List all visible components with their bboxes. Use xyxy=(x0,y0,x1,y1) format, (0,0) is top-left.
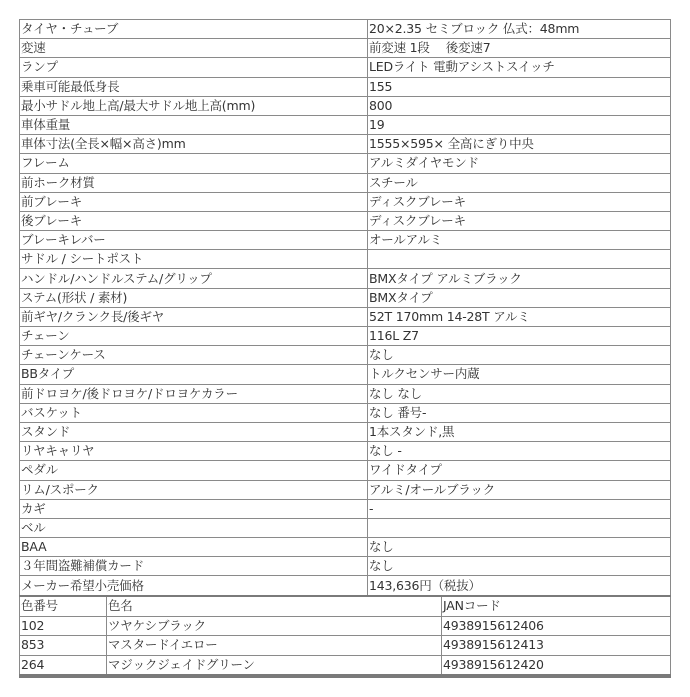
spec-row-baa xyxy=(20,538,671,557)
spec-value: なし なし xyxy=(368,384,671,403)
spec-row-tire xyxy=(20,20,671,39)
spec-label: ペダル xyxy=(20,461,368,480)
jan-code: 4938915612406 xyxy=(442,616,671,636)
spec-row-brake-lever xyxy=(20,231,671,250)
spec-label: リム/スポーク xyxy=(20,480,368,499)
spec-value: アルミ/オールブラック xyxy=(368,480,671,499)
color-table-header xyxy=(20,596,671,616)
spec-label: チェーン xyxy=(20,327,368,346)
spec-value: なし - xyxy=(368,442,671,461)
spec-label: BAA xyxy=(20,538,368,557)
spec-row-gears xyxy=(20,39,671,58)
spec-value: なし 番号- xyxy=(368,403,671,422)
spec-table xyxy=(19,19,671,596)
spec-value: BMXタイプ アルミブラック xyxy=(368,269,671,288)
spec-row-front-brake xyxy=(20,192,671,211)
spec-row-rim xyxy=(20,480,671,499)
spec-value: - xyxy=(368,499,671,518)
spec-row-lamp xyxy=(20,58,671,77)
header-color-name: 色名 xyxy=(107,596,442,616)
spec-row-chain-case xyxy=(20,346,671,365)
spec-row-frame xyxy=(20,154,671,173)
spec-row-weight xyxy=(20,115,671,134)
color-code: 102 xyxy=(20,616,107,636)
spec-label: 車体寸法(全長×幅×高さ)mm xyxy=(20,135,368,154)
color-table-body xyxy=(20,596,671,676)
spec-label: ベル xyxy=(20,518,368,537)
spec-label: 最小サドル地上高/最大サドル地上高(mm) xyxy=(20,96,368,115)
spec-row-fork xyxy=(20,173,671,192)
spec-label: タイヤ・チューブ xyxy=(20,20,368,39)
spec-value: オールアルミ xyxy=(368,231,671,250)
spec-label: チェーンケース xyxy=(20,346,368,365)
jan-code: 4938915612420 xyxy=(442,655,671,676)
spec-label: ランプ xyxy=(20,58,368,77)
spec-row-pedal xyxy=(20,461,671,480)
spec-value: 20×2.35 セミブロック 仏式：48mm xyxy=(368,20,671,39)
spec-label: 乗車可能最低身長 xyxy=(20,77,368,96)
spec-label: BBタイプ xyxy=(20,365,368,384)
spec-row-bb-type xyxy=(20,365,671,384)
spec-label: ブレーキレバー xyxy=(20,231,368,250)
spec-value: 前変速 1段 後変速7 xyxy=(368,39,671,58)
spec-row-rear-carrier xyxy=(20,442,671,461)
spec-label: カギ xyxy=(20,499,368,518)
spec-label: サドル / シートポスト xyxy=(20,250,368,269)
spec-value: ディスクブレーキ xyxy=(368,192,671,211)
spec-value: トルクセンサー内蔵 xyxy=(368,365,671,384)
spec-value: ディスクブレーキ xyxy=(368,211,671,230)
spec-label: リヤキャリヤ xyxy=(20,442,368,461)
spec-value: 143,636円（税抜） xyxy=(368,576,671,595)
spec-value: なし xyxy=(368,557,671,576)
spec-label: 後ブレーキ xyxy=(20,211,368,230)
spec-row-rear-brake xyxy=(20,211,671,230)
spec-value: 1本スタンド,黒 xyxy=(368,422,671,441)
spec-value: 800 xyxy=(368,96,671,115)
spec-label: フレーム xyxy=(20,154,368,173)
spec-label: 前ドロヨケ/後ドロヨケ/ドロヨケカラー xyxy=(20,384,368,403)
spec-row-drivetrain xyxy=(20,307,671,326)
spec-row-fenders xyxy=(20,384,671,403)
header-jan-code: JANコード xyxy=(442,596,671,616)
spec-row-price xyxy=(20,576,671,595)
spec-row-chain xyxy=(20,327,671,346)
spec-value: スチール xyxy=(368,173,671,192)
spec-value: なし xyxy=(368,538,671,557)
spec-row-handle xyxy=(20,269,671,288)
spec-value: LEDライト 電動アシストスイッチ xyxy=(368,58,671,77)
spec-value xyxy=(368,518,671,537)
spec-row-stem xyxy=(20,288,671,307)
color-name: マスタードイエロー xyxy=(107,636,442,656)
spec-label: ３年間盗難補償カード xyxy=(20,557,368,576)
spec-label: 車体重量 xyxy=(20,115,368,134)
spec-label: スタンド xyxy=(20,422,368,441)
spec-label: バスケット xyxy=(20,403,368,422)
spec-label: 前ホーク材質 xyxy=(20,173,368,192)
spec-value: BMXタイプ xyxy=(368,288,671,307)
jan-code: 4938915612413 xyxy=(442,636,671,656)
spec-value: ワイドタイプ xyxy=(368,461,671,480)
spec-value: アルミダイヤモンド xyxy=(368,154,671,173)
spec-row-lock xyxy=(20,499,671,518)
color-code: 853 xyxy=(20,636,107,656)
spec-value: 19 xyxy=(368,115,671,134)
spec-table-body xyxy=(20,20,671,596)
spec-value: 116L Z7 xyxy=(368,327,671,346)
color-code: 264 xyxy=(20,655,107,676)
spec-row-saddle-height xyxy=(20,96,671,115)
spec-label: ステム(形状 / 素材) xyxy=(20,288,368,307)
color-row xyxy=(20,616,671,636)
spec-label: ハンドル/ハンドルステム/グリップ xyxy=(20,269,368,288)
spec-value: なし xyxy=(368,346,671,365)
color-table xyxy=(19,595,671,678)
color-row xyxy=(20,636,671,656)
spec-row-stand xyxy=(20,422,671,441)
spec-label: 前ブレーキ xyxy=(20,192,368,211)
spec-row-min-height xyxy=(20,77,671,96)
spec-value: 155 xyxy=(368,77,671,96)
color-row xyxy=(20,655,671,676)
spec-row-theft-card xyxy=(20,557,671,576)
spec-value: 52T 170mm 14-28T アルミ xyxy=(368,307,671,326)
spec-row-basket xyxy=(20,403,671,422)
spec-label: 前ギヤ/クランク長/後ギヤ xyxy=(20,307,368,326)
color-name: ツヤケシブラック xyxy=(107,616,442,636)
spec-value: 1555×595× 全高にぎり中央 xyxy=(368,135,671,154)
spec-row-bell xyxy=(20,518,671,537)
spec-row-dimensions xyxy=(20,135,671,154)
header-color-code: 色番号 xyxy=(20,596,107,616)
spec-label: メーカー希望小売価格 xyxy=(20,576,368,595)
spec-label: 変速 xyxy=(20,39,368,58)
spec-row-saddle xyxy=(20,250,671,269)
color-name: マジックジェイドグリーン xyxy=(107,655,442,676)
spec-value xyxy=(368,250,671,269)
